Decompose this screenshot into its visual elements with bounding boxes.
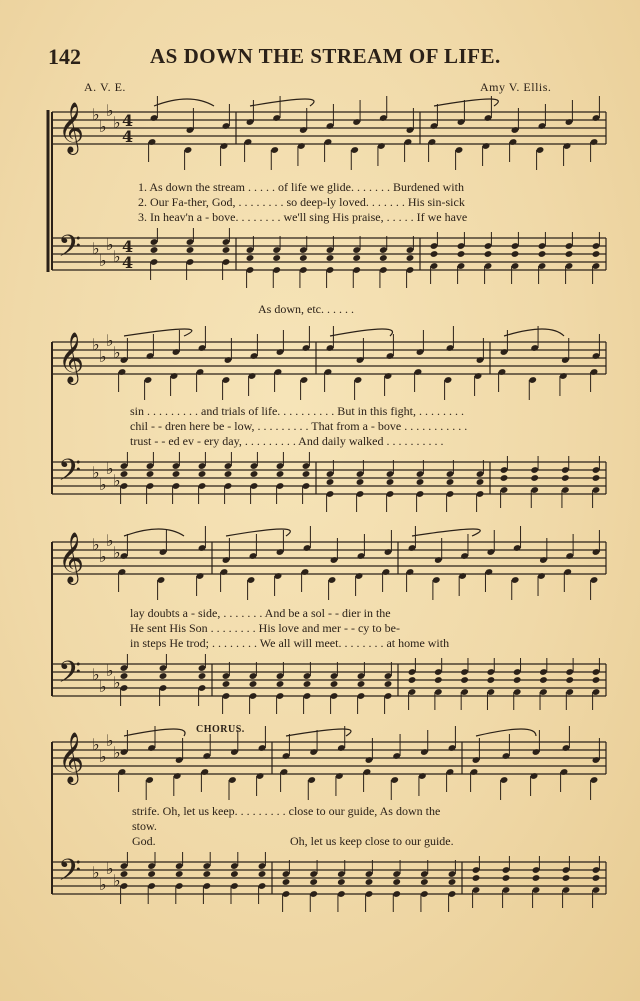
slur (434, 99, 498, 106)
system-4-lyric-verse-2: stow. (132, 819, 157, 833)
note-head (147, 870, 156, 878)
flat-sign: ♭ (113, 113, 121, 132)
flat-sign: ♭ (92, 463, 100, 482)
flat-sign: ♭ (92, 335, 100, 354)
note-head (198, 672, 207, 680)
note-head (386, 478, 395, 486)
note-head (120, 672, 129, 680)
slur (504, 329, 564, 336)
note-head (565, 676, 574, 684)
note-head (365, 878, 374, 886)
system-2-lyric-verse-2: chil - - dren here be - low, . . . . . . . . . That from a - bove . . . . . . . . . . . (130, 419, 468, 433)
note-head (330, 680, 339, 688)
note-head (592, 250, 601, 258)
note-head (472, 874, 481, 882)
note-head (408, 676, 417, 684)
slur (250, 99, 314, 106)
note-head (272, 254, 281, 262)
note-head (406, 254, 415, 262)
slur (330, 329, 393, 336)
note-head (299, 254, 308, 262)
note-head (379, 254, 388, 262)
slur (412, 529, 480, 536)
time-signature: 4 (122, 127, 134, 146)
system-3-lyric-verse-3: in steps He trod; . . . . . . . . We all will meet. . . . . . . . at home with (130, 636, 450, 650)
note-head (249, 680, 258, 688)
flat-sign: ♭ (113, 247, 121, 266)
treble-clef: 𝄞 (58, 732, 85, 783)
flat-sign: ♭ (92, 863, 100, 882)
system-2-lyric-verse-3: trust - - ed ev - ery day, . . . . . . . . . And daily walked . . . . . . . . . . (130, 434, 444, 448)
note-head (202, 870, 211, 878)
time-signature: 4 (122, 237, 134, 256)
slur (154, 99, 214, 106)
page-number: 142 (48, 44, 81, 69)
flat-sign: ♭ (99, 875, 107, 894)
note-head (530, 474, 539, 482)
note-head (120, 870, 129, 878)
note-head (416, 478, 425, 486)
note-head (484, 250, 493, 258)
time-signature: 4 (122, 111, 134, 130)
note-head (430, 250, 439, 258)
note-head (302, 470, 311, 478)
note-head (539, 676, 548, 684)
flat-sign: ♭ (99, 347, 107, 366)
bass-clef: 𝄢 (58, 454, 82, 495)
slur (476, 729, 536, 736)
author-credit: Amy V. Ellis. (480, 80, 552, 94)
system-3-lyric-verse-2: He sent His Son . . . . . . . . His love and mer - - cy to be- (130, 621, 400, 635)
system-4-bass-text: Oh, let us keep close to our guide. (290, 834, 454, 848)
treble-clef: 𝄞 (58, 332, 85, 383)
system-1-bass-text: As down, etc. . . . . . (258, 302, 354, 316)
note-head (159, 672, 168, 680)
flat-sign: ♭ (113, 543, 121, 562)
flat-sign: ♭ (113, 871, 121, 890)
note-head (326, 478, 335, 486)
note-head (357, 680, 366, 688)
note-head (538, 250, 547, 258)
note-head (150, 246, 159, 254)
note-head (186, 246, 195, 254)
flat-sign: ♭ (106, 731, 114, 750)
note-head (246, 254, 255, 262)
flat-sign: ♭ (106, 459, 114, 478)
note-head (565, 250, 574, 258)
note-head (222, 246, 231, 254)
note-head (532, 874, 541, 882)
note-head (224, 470, 233, 478)
flat-sign: ♭ (92, 735, 100, 754)
note-head (592, 874, 601, 882)
note-head (561, 474, 570, 482)
note-head (511, 250, 520, 258)
flat-sign: ♭ (99, 475, 107, 494)
flat-sign: ♭ (106, 331, 114, 350)
flat-sign: ♭ (92, 239, 100, 258)
flat-sign: ♭ (106, 859, 114, 878)
note-head (303, 680, 312, 688)
flat-sign: ♭ (99, 547, 107, 566)
flat-sign: ♭ (106, 101, 114, 120)
bass-clef: 𝄢 (58, 230, 82, 271)
note-head (392, 878, 401, 886)
note-head (258, 870, 267, 878)
note-head (230, 870, 239, 878)
note-head (282, 878, 291, 886)
note-head (222, 680, 231, 688)
note-head (446, 478, 455, 486)
slur (124, 529, 184, 536)
note-head (476, 478, 485, 486)
note-head (500, 474, 509, 482)
treble-clef: 𝄞 (58, 532, 85, 583)
slur (286, 729, 351, 736)
note-head (502, 874, 511, 882)
chorus-label: CHORUS. (196, 724, 245, 735)
system-2-lyric-verse-1: sin . . . . . . . . . and trials of life. . . . . . . . . . But in this fight, . . . . . . . . (130, 404, 464, 418)
note-head (276, 680, 285, 688)
flat-sign: ♭ (106, 661, 114, 680)
system-1-lyric-verse-3: 3. In heav'n a - bove. . . . . . . . we'll sing His praise, . . . . . If we have (138, 210, 468, 224)
note-head (146, 470, 155, 478)
flat-sign: ♭ (106, 531, 114, 550)
flat-sign: ♭ (99, 677, 107, 696)
note-head (276, 470, 285, 478)
note-head (420, 878, 429, 886)
hymn-title: AS DOWN THE STREAM OF LIFE. (150, 44, 501, 68)
note-head (120, 470, 129, 478)
note-head (356, 478, 365, 486)
system-4-lyric-verse-1: strife. Oh, let us keep. . . . . . . . . close to our guide, As down the (132, 804, 441, 818)
slur (226, 529, 290, 536)
note-head (172, 470, 181, 478)
note-head (198, 470, 207, 478)
note-head (448, 878, 457, 886)
slur (124, 329, 192, 336)
system-1-lyric-verse-2: 2. Our Fa-ther, God, . . . . . . . . so deep-ly loved. . . . . . . His sin-sick (138, 195, 465, 209)
flat-sign: ♭ (99, 747, 107, 766)
flat-sign: ♭ (113, 673, 121, 692)
note-head (434, 676, 443, 684)
note-head (326, 254, 335, 262)
system-3-lyric-verse-1: lay doubts a - side, . . . . . . . And be a sol - - dier in the (130, 606, 391, 620)
bass-clef: 𝄢 (58, 656, 82, 697)
flat-sign: ♭ (113, 471, 121, 490)
flat-sign: ♭ (92, 105, 100, 124)
flat-sign: ♭ (99, 117, 107, 136)
flat-sign: ♭ (92, 535, 100, 554)
note-head (592, 474, 601, 482)
note-head (513, 676, 522, 684)
flat-sign: ♭ (113, 743, 121, 762)
note-head (352, 254, 361, 262)
system-4-lyric-verse-3: God. (132, 834, 156, 848)
note-head (309, 878, 318, 886)
flat-sign: ♭ (99, 251, 107, 270)
bass-clef: 𝄢 (58, 854, 82, 895)
note-head (175, 870, 184, 878)
composer-credit: A. V. E. (84, 80, 126, 94)
flat-sign: ♭ (113, 343, 121, 362)
note-head (457, 250, 466, 258)
treble-clef: 𝄞 (58, 102, 85, 153)
note-head (487, 676, 496, 684)
note-head (562, 874, 571, 882)
note-head (384, 680, 393, 688)
note-head (337, 878, 346, 886)
time-signature: 4 (122, 253, 134, 272)
system-1-lyric-verse-1: 1. As down the stream . . . . . of life we glide. . . . . . . Burdened with (138, 180, 464, 194)
flat-sign: ♭ (106, 235, 114, 254)
note-head (592, 676, 601, 684)
note-head (460, 676, 469, 684)
note-head (250, 470, 259, 478)
flat-sign: ♭ (92, 665, 100, 684)
